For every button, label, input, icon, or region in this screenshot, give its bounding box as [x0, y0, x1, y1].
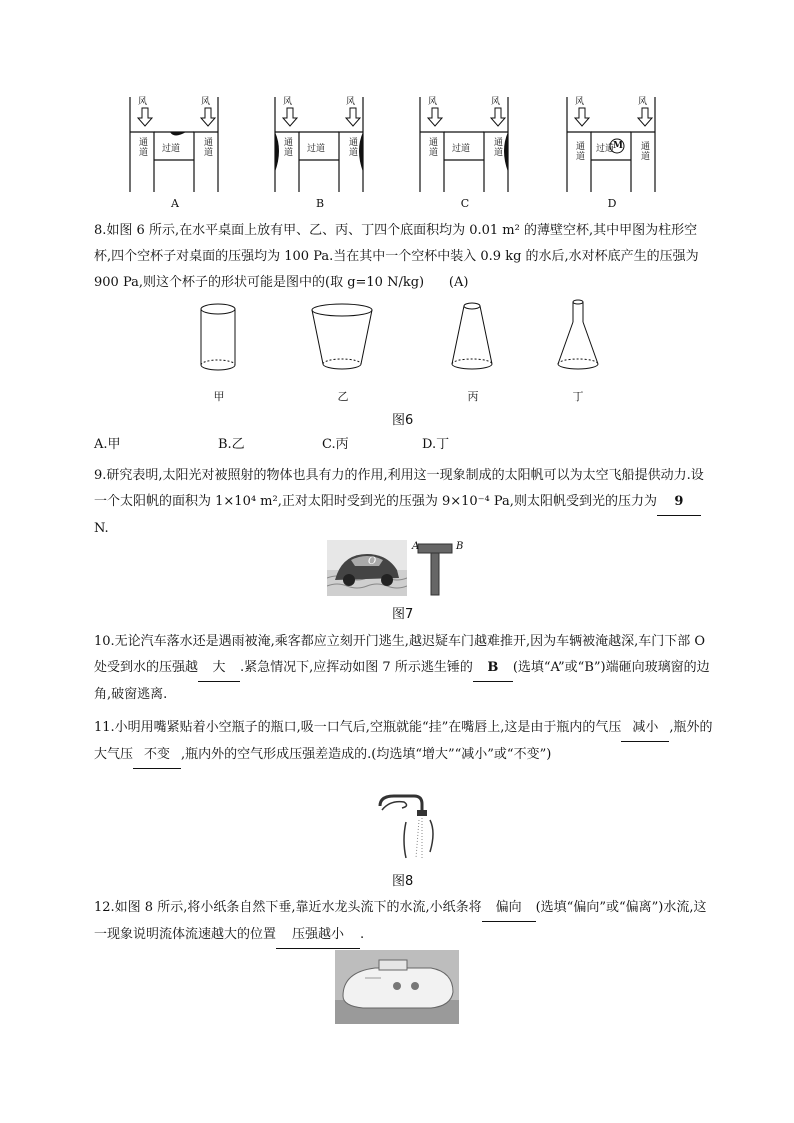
option-letter: C — [460, 197, 470, 210]
question-9-unit: N. — [94, 521, 109, 536]
question-8 — [94, 218, 714, 296]
wind-label: 风 — [346, 97, 356, 107]
motor-label: M — [613, 141, 623, 151]
question-12-text-2: (选填“偏向”或“偏离”)水流,这一现象说明流体流速越大的位置 — [94, 900, 707, 942]
passage-label: 过道 — [162, 144, 181, 154]
question-10-text-1: 10.无论汽车落水还是遇雨被淹,乘客都应立刻开门逃生,越迟疑车门越难推开,因为车辆被淹越深,车门下部 O处受到水的压强越 — [94, 634, 705, 675]
question-12-answer-2: 压强越小 — [276, 922, 360, 949]
faucet-illustration — [376, 792, 442, 864]
channel-label: 通道 — [429, 138, 439, 158]
wind-label: 风 — [638, 97, 648, 107]
wind-label: 风 — [138, 97, 148, 107]
figure-7-car-image — [327, 540, 407, 596]
channel-label: 通道 — [204, 138, 214, 158]
wind-label: 风 — [428, 97, 438, 107]
figure-7-caption: 图7 — [392, 607, 414, 622]
passage-label: 过道 — [596, 144, 615, 154]
passage-label: 过道 — [307, 144, 326, 154]
cup-wide-top — [312, 304, 372, 369]
submarine-photo — [335, 950, 459, 1024]
submarine-illustration — [335, 950, 459, 1024]
car-in-water-illustration — [327, 540, 407, 596]
hammer-end-b: B — [456, 541, 464, 552]
question-10-answer-1: 大 — [198, 655, 240, 682]
wind-label: 风 — [283, 97, 293, 107]
hammer-end-a: A — [412, 541, 420, 552]
choice-a: A.甲 — [94, 437, 121, 452]
option-letter: D — [607, 197, 617, 210]
question-10-text-3: (选填“A”或“B”)端砸向玻璃窗的边角,破窗逃离. — [94, 660, 710, 702]
figure-8-caption: 图8 — [392, 874, 414, 889]
choice-b: B.乙 — [218, 437, 245, 452]
cup-figures — [180, 298, 620, 378]
choice-d: D.丁 — [422, 437, 450, 452]
cup-flask — [558, 300, 598, 369]
question-8-answer: (A) — [448, 275, 469, 290]
option-letter: A — [171, 197, 179, 210]
passage-label: 过道 — [452, 144, 471, 154]
cup-label-yi: 乙 — [337, 390, 349, 403]
cup-narrow-top — [452, 303, 492, 369]
channel-label: 通道 — [139, 138, 149, 158]
channel-label: 通道 — [284, 138, 294, 158]
question-9 — [94, 463, 714, 542]
question-11-text-1: 11.小明用嘴紧贴着小空瓶子的瓶口,吸一口气后,空瓶就能“挂”在嘴唇上,这是由于瓶内的气压 — [94, 720, 622, 735]
question-10 — [94, 629, 714, 708]
question-11-answer-1: 减小 — [621, 715, 669, 742]
question-10-text-2: .紧急情况下,应挥动如图 7 所示逃生锤的 — [240, 660, 473, 675]
question-9-answer: 9 — [657, 489, 701, 516]
channel-label: 通道 — [641, 142, 651, 162]
channel-label: 通道 — [494, 138, 504, 158]
option-letter: B — [315, 197, 325, 210]
choice-c: C.丙 — [322, 437, 349, 452]
question-11-text-2: ,瓶外的大气压 — [94, 720, 713, 762]
question-12-answer-1: 偏向 — [482, 895, 536, 922]
question-12-text-3: . — [360, 927, 365, 942]
question-11 — [94, 715, 714, 769]
cup-label-jia: 甲 — [213, 390, 225, 403]
question-11-text-3: ,瓶内外的空气形成压强差造成的.(均选填“增大”“减小”或“不变”) — [181, 747, 552, 762]
cup-cylinder — [201, 304, 235, 370]
wind-label: 风 — [575, 97, 585, 107]
cup-label-bing: 丙 — [467, 390, 479, 403]
channel-label: 通道 — [349, 138, 359, 158]
wind-label: 风 — [201, 97, 211, 107]
question-8-text: 8.如图 6 所示,在水平桌面上放有甲、乙、丙、丁四个底面积均为 0.01 m² 的薄壁空杯,其中甲图为柱形空杯,四个空杯子对桌面的压强均为 100 Pa.当在其中一个空杯中装入 0.9 kg 的水后,水对杯底产生的压强为 900 Pa,则这个杯子的形状可能是图中的(取 g=10 N/kg) — [94, 223, 699, 290]
point-o-label: O — [368, 556, 377, 567]
question-12-text-1: 12.如图 8 所示,将小纸条自然下垂,靠近水龙头流下的水流,小纸条将 — [94, 900, 482, 915]
tunnel-labels — [0, 0, 794, 230]
question-9-text: 9.研究表明,太阳光对被照射的物体也具有力的作用,利用这一现象制成的太阳帆可以为太空飞船提供动力.设一个太阳帆的面积为 1×10⁴ m²,正对太阳时受到光的压强为 9×10⁻⁴ Pa,则太阳帆受到光的压力为 — [94, 468, 704, 509]
escape-hammer — [412, 540, 462, 598]
question-11-answer-2: 不变 — [133, 742, 181, 769]
wind-label: 风 — [491, 97, 501, 107]
channel-label: 通道 — [576, 142, 586, 162]
cup-label-ding: 丁 — [572, 390, 584, 403]
question-12 — [94, 895, 714, 949]
question-10-answer-2: B — [473, 655, 513, 682]
figure-6-caption: 图6 — [392, 413, 414, 428]
